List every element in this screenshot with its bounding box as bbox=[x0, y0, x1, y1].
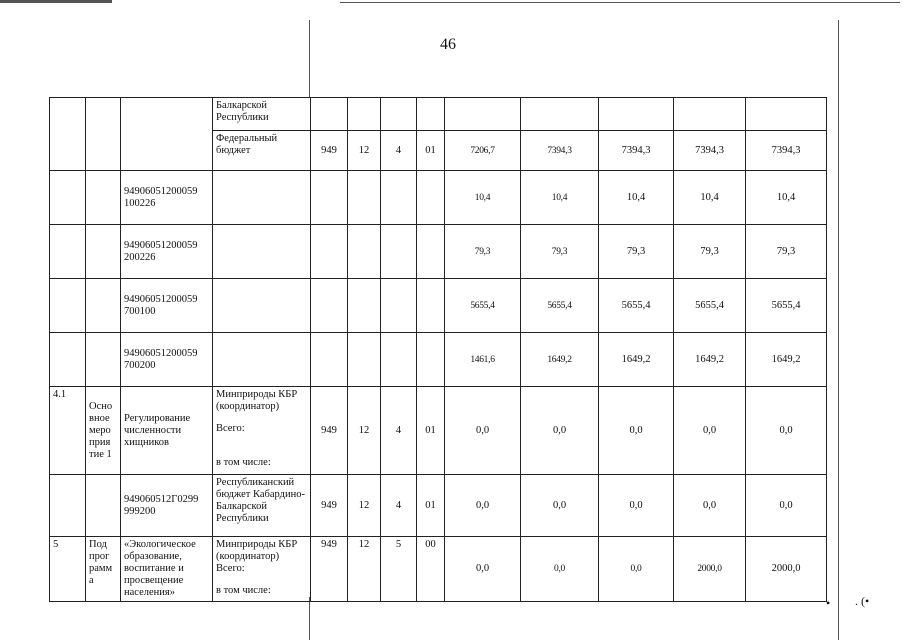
cell-value: 10,4 bbox=[674, 171, 746, 225]
scan-top-line-right bbox=[340, 2, 900, 3]
cell-value: 79,3 bbox=[521, 225, 599, 279]
cell-type bbox=[86, 98, 121, 171]
stray-mark: • bbox=[826, 596, 831, 610]
cell-grbs: 949 bbox=[311, 131, 348, 171]
executor-total: Всего: bbox=[216, 563, 245, 574]
cell-pr: 4 bbox=[381, 131, 417, 171]
cell-value bbox=[746, 98, 827, 131]
cell-pr: 4 bbox=[381, 475, 417, 537]
cell-value: 5655,4 bbox=[599, 279, 674, 333]
cell-grbs: 949 bbox=[311, 475, 348, 537]
executor-coordinator: Минприроды КБР (координатор) bbox=[216, 389, 298, 412]
cell-executor bbox=[213, 333, 311, 387]
cell-csr: 01 bbox=[417, 131, 445, 171]
cell-pr: 4 bbox=[381, 387, 417, 475]
executor-coordinator: Минприроды КБР (координатор) bbox=[216, 539, 298, 562]
cell-value: 7394,3 bbox=[674, 131, 746, 171]
cell-num bbox=[50, 333, 86, 387]
cell-csr: 01 bbox=[417, 475, 445, 537]
cell-value: 0,0 bbox=[599, 475, 674, 537]
cell-pr: 5 bbox=[381, 537, 417, 602]
cell-csr bbox=[417, 171, 445, 225]
table-row bbox=[50, 475, 827, 537]
cell-rz bbox=[348, 98, 381, 131]
cell-value: 79,3 bbox=[599, 225, 674, 279]
cell-name: 94906051200059 200226 bbox=[121, 225, 213, 279]
cell-pr bbox=[381, 333, 417, 387]
cell-rz: 12 bbox=[348, 387, 381, 475]
cell-value: 10,4 bbox=[445, 171, 521, 225]
cell-name: «Экологическое образование, воспитание и просвещение населения» bbox=[121, 537, 213, 602]
cell-csr: 00 bbox=[417, 537, 445, 602]
cell-value: 1649,2 bbox=[521, 333, 599, 387]
cell-value: 0,0 bbox=[599, 387, 674, 475]
cell-value: 0,0 bbox=[674, 475, 746, 537]
page-number: 46 bbox=[440, 36, 456, 53]
cell-executor bbox=[213, 171, 311, 225]
cell-grbs bbox=[311, 98, 348, 131]
executor-including: в том числе: bbox=[216, 457, 271, 468]
cell-executor: Балкарской Республики bbox=[213, 98, 311, 131]
cell-value: 79,3 bbox=[746, 225, 827, 279]
cell-type bbox=[86, 279, 121, 333]
cell-value: 10,4 bbox=[521, 171, 599, 225]
cell-value: 0,0 bbox=[445, 537, 521, 602]
cell-grbs bbox=[311, 225, 348, 279]
cell-value: 0,0 bbox=[445, 387, 521, 475]
table-row bbox=[50, 171, 827, 225]
cell-value: 2000,0 bbox=[746, 537, 827, 602]
cell-csr bbox=[417, 333, 445, 387]
cell-num: 4.1 bbox=[50, 387, 86, 475]
cell-value: 79,3 bbox=[674, 225, 746, 279]
cell-value: 0,0 bbox=[521, 387, 599, 475]
scan-top-line-left bbox=[0, 0, 112, 3]
cell-csr bbox=[417, 279, 445, 333]
cell-value: 0,0 bbox=[445, 475, 521, 537]
cell-name: 949060512Г0299 999200 bbox=[121, 475, 213, 537]
cell-grbs: 949 bbox=[311, 387, 348, 475]
cell-value: 2000,0 bbox=[674, 537, 746, 602]
table-row bbox=[50, 279, 827, 333]
cell-executor bbox=[213, 537, 311, 602]
scan-vertical-line-left bbox=[309, 20, 310, 97]
table-row bbox=[50, 333, 827, 387]
cell-value: 5655,4 bbox=[445, 279, 521, 333]
cell-pr bbox=[381, 171, 417, 225]
cell-value: 0,0 bbox=[521, 475, 599, 537]
cell-csr: 01 bbox=[417, 387, 445, 475]
cell-value: 1461,6 bbox=[445, 333, 521, 387]
cell-num bbox=[50, 475, 86, 537]
cell-value: 7394,3 bbox=[599, 131, 674, 171]
cell-rz bbox=[348, 279, 381, 333]
cell-value: 5655,4 bbox=[746, 279, 827, 333]
cell-grbs bbox=[311, 279, 348, 333]
cell-rz: 12 bbox=[348, 537, 381, 602]
cell-name: 94906051200059 700200 bbox=[121, 333, 213, 387]
cell-rz: 12 bbox=[348, 475, 381, 537]
cell-value: 1649,2 bbox=[599, 333, 674, 387]
stray-mark: . (• bbox=[855, 594, 870, 608]
cell-value: 7206,7 bbox=[445, 131, 521, 171]
cell-num bbox=[50, 98, 86, 171]
table-row bbox=[50, 98, 827, 131]
cell-type bbox=[86, 333, 121, 387]
cell-csr bbox=[417, 98, 445, 131]
cell-value: 7394,3 bbox=[521, 131, 599, 171]
cell-value bbox=[674, 98, 746, 131]
table-row bbox=[50, 537, 827, 602]
cell-pr bbox=[381, 279, 417, 333]
cell-value: 5655,4 bbox=[674, 279, 746, 333]
scan-vertical-line-left-bottom bbox=[309, 597, 310, 640]
cell-grbs: 949 bbox=[311, 537, 348, 602]
cell-rz bbox=[348, 225, 381, 279]
cell-grbs bbox=[311, 333, 348, 387]
cell-value: 0,0 bbox=[746, 475, 827, 537]
cell-name: 94906051200059 700100 bbox=[121, 279, 213, 333]
cell-value: 10,4 bbox=[746, 171, 827, 225]
budget-table bbox=[49, 97, 827, 602]
cell-rz bbox=[348, 171, 381, 225]
cell-csr bbox=[417, 225, 445, 279]
cell-value: 0,0 bbox=[674, 387, 746, 475]
cell-rz: 12 bbox=[348, 131, 381, 171]
table-row bbox=[50, 387, 827, 475]
cell-num: 5 bbox=[50, 537, 86, 602]
cell-value bbox=[445, 98, 521, 131]
scan-vertical-line-right bbox=[838, 20, 839, 640]
cell-executor: Федеральный бюджет bbox=[213, 131, 311, 171]
cell-name: Регулирование численности хищников bbox=[121, 387, 213, 475]
cell-value: 1649,2 bbox=[674, 333, 746, 387]
cell-executor bbox=[213, 225, 311, 279]
cell-num bbox=[50, 225, 86, 279]
executor-including: в том числе: bbox=[216, 585, 271, 596]
cell-executor bbox=[213, 279, 311, 333]
cell-type: Осно вное меро прия тие 1 bbox=[86, 387, 121, 475]
cell-value bbox=[521, 98, 599, 131]
cell-value: 0,0 bbox=[521, 537, 599, 602]
cell-type bbox=[86, 475, 121, 537]
cell-value: 1649,2 bbox=[746, 333, 827, 387]
cell-num bbox=[50, 279, 86, 333]
cell-value: 0,0 bbox=[746, 387, 827, 475]
cell-value: 10,4 bbox=[599, 171, 674, 225]
cell-type bbox=[86, 225, 121, 279]
cell-pr bbox=[381, 225, 417, 279]
cell-executor: Республиканский бюджет Кабардино-Балкарской Республики bbox=[213, 475, 311, 537]
cell-name: 94906051200059 100226 bbox=[121, 171, 213, 225]
executor-total: Всего: bbox=[216, 423, 245, 434]
cell-value: 5655,4 bbox=[521, 279, 599, 333]
cell-value: 0,0 bbox=[599, 537, 674, 602]
cell-grbs bbox=[311, 171, 348, 225]
cell-type bbox=[86, 171, 121, 225]
cell-pr bbox=[381, 98, 417, 131]
cell-value: 79,3 bbox=[445, 225, 521, 279]
cell-rz bbox=[348, 333, 381, 387]
cell-name bbox=[121, 98, 213, 171]
cell-num bbox=[50, 171, 86, 225]
cell-type: Под прог рамм а bbox=[86, 537, 121, 602]
cell-executor bbox=[213, 387, 311, 475]
table-row bbox=[50, 225, 827, 279]
cell-value bbox=[599, 98, 674, 131]
cell-value: 7394,3 bbox=[746, 131, 827, 171]
